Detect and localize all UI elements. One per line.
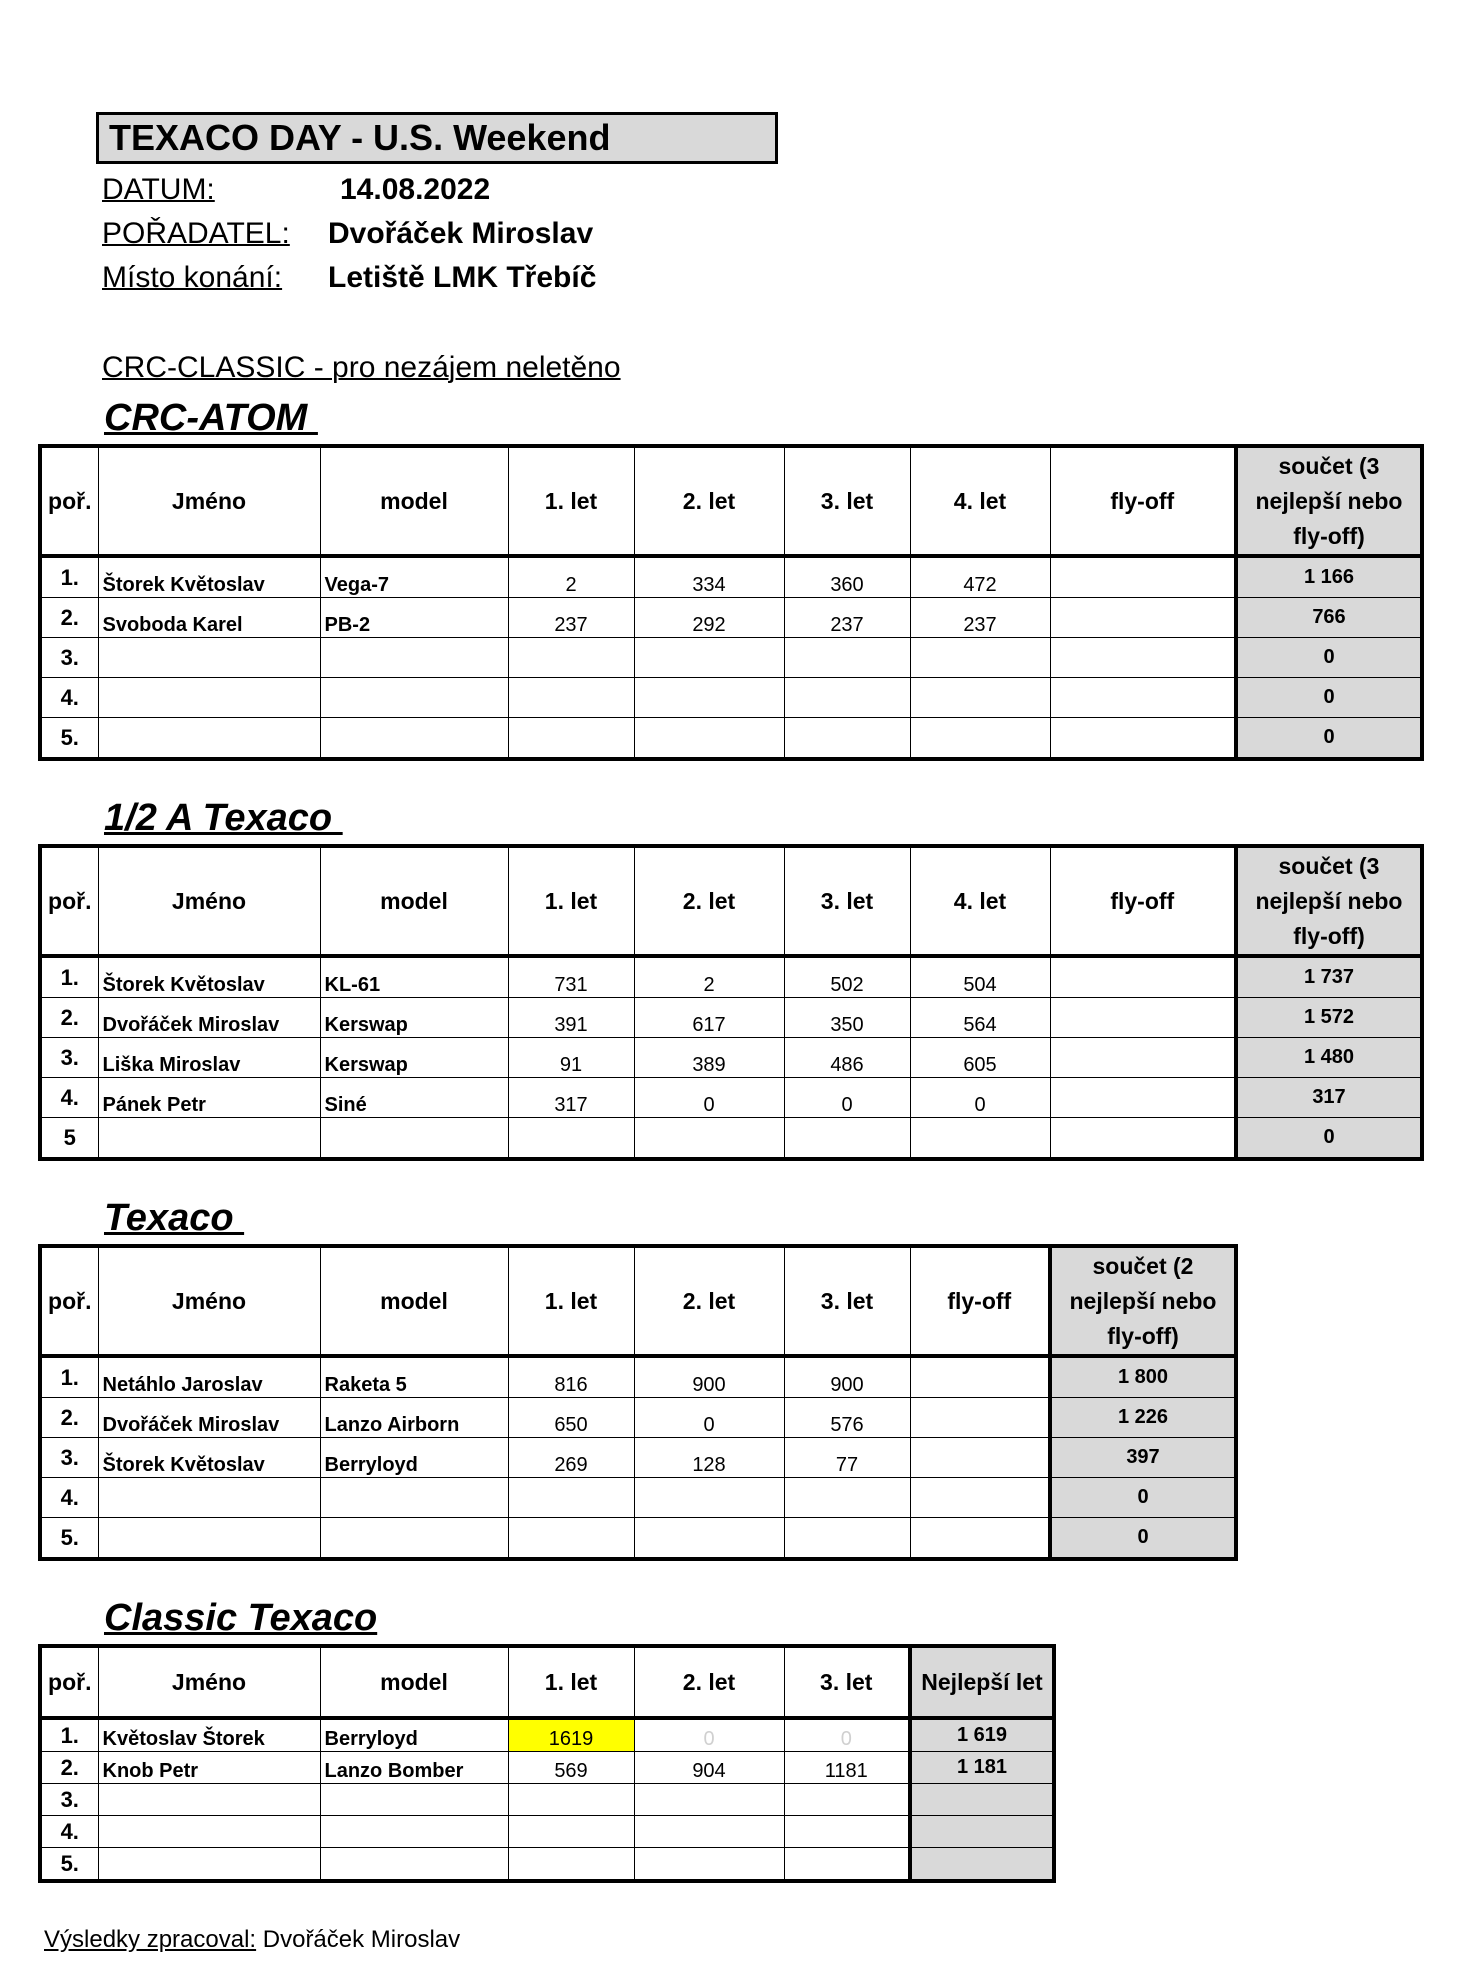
- flight-cell: 472: [910, 556, 1050, 598]
- total-cell: 0: [1236, 678, 1422, 718]
- model-cell: Lanzo Bomber: [320, 1752, 508, 1784]
- total-cell: 1 737: [1236, 956, 1422, 998]
- footer-label: Výsledky zpracoval:: [44, 1926, 257, 1953]
- total-cell: 1 619: [910, 1718, 1054, 1752]
- table-row: [40, 956, 1422, 998]
- rank-cell: 4.: [40, 1816, 98, 1848]
- flight-cell: [910, 718, 1050, 760]
- flight-cell: [634, 1518, 784, 1560]
- table-row: [40, 1816, 1054, 1848]
- col-total: součet (2 nejlepší nebo fly-off): [1050, 1246, 1236, 1356]
- total-cell: [910, 1784, 1054, 1816]
- table-row: [40, 1078, 1422, 1118]
- rank-cell: 5.: [40, 718, 98, 760]
- total-cell: 0: [1236, 718, 1422, 760]
- model-cell: KL-61: [320, 956, 508, 998]
- section-title-texaco: Texaco: [104, 1197, 245, 1239]
- col-flight-2: 2. let: [634, 846, 784, 956]
- rank-cell: 3.: [40, 1038, 98, 1078]
- table-row: [40, 1752, 1054, 1784]
- rank-cell: 1.: [40, 1718, 98, 1752]
- rank-cell: 3.: [40, 638, 98, 678]
- col-name: Jméno: [98, 846, 320, 956]
- section-title-crc-atom: CRC-ATOM: [104, 397, 318, 439]
- name-cell: [98, 718, 320, 760]
- rank-cell: 5: [40, 1118, 98, 1160]
- col-flight-2: 2. let: [634, 446, 784, 556]
- table-row: [40, 1518, 1236, 1560]
- name-cell: [98, 1816, 320, 1848]
- flight-cell: [634, 638, 784, 678]
- name-cell: [98, 1518, 320, 1560]
- flight-cell: [784, 1118, 910, 1160]
- col-flight-3: 3. let: [784, 846, 910, 956]
- rank-cell: 4.: [40, 1478, 98, 1518]
- name-cell: [98, 1478, 320, 1518]
- flight-cell: 504: [910, 956, 1050, 998]
- flight-cell: 650: [508, 1398, 634, 1438]
- name-cell: Netáhlo Jaroslav: [98, 1356, 320, 1398]
- name-cell: [98, 1118, 320, 1160]
- fly-off-cell: [1050, 598, 1236, 638]
- flight-cell: 0: [784, 1078, 910, 1118]
- col-rank: poř.: [40, 446, 98, 556]
- rank-cell: 4.: [40, 1078, 98, 1118]
- fly-off-cell: [1050, 556, 1236, 598]
- table-row: [40, 1478, 1236, 1518]
- table-row: [40, 718, 1422, 760]
- flight-cell: [910, 678, 1050, 718]
- col-total: součet (3 nejlepší nebo fly-off): [1236, 846, 1422, 956]
- date-row: [102, 170, 491, 210]
- total-cell: 1 480: [1236, 1038, 1422, 1078]
- table-row: [40, 1718, 1054, 1752]
- name-cell: Knob Petr: [98, 1752, 320, 1784]
- flight-cell: [508, 638, 634, 678]
- total-cell: [910, 1848, 1054, 1882]
- flight-cell: [784, 1816, 910, 1848]
- flight-cell: [508, 1816, 634, 1848]
- flight-cell: 1181: [784, 1752, 910, 1784]
- model-cell: Berryloyd: [320, 1718, 508, 1752]
- organizer-label: POŘADATEL:: [102, 217, 290, 250]
- name-cell: Dvořáček Miroslav: [98, 1398, 320, 1438]
- results-table-classic-texaco: [38, 1644, 1056, 1883]
- flight-cell: 617: [634, 998, 784, 1038]
- name-cell: Svoboda Karel: [98, 598, 320, 638]
- rank-cell: 5.: [40, 1848, 98, 1882]
- flight-cell: [508, 718, 634, 760]
- table-row: [40, 1438, 1236, 1478]
- model-cell: [320, 1118, 508, 1160]
- col-model: model: [320, 846, 508, 956]
- model-cell: PB-2: [320, 598, 508, 638]
- section-title-half-a-texaco: 1/2 A Texaco: [104, 797, 343, 839]
- total-cell: 0: [1236, 638, 1422, 678]
- flight-cell: 91: [508, 1038, 634, 1078]
- total-cell: 0: [1050, 1518, 1236, 1560]
- flight-cell: [784, 1848, 910, 1882]
- name-cell: Květoslav Štorek: [98, 1718, 320, 1752]
- flight-cell: [508, 1518, 634, 1560]
- flight-cell: 0: [634, 1078, 784, 1118]
- col-rank: poř.: [40, 1246, 98, 1356]
- results-table-crc-atom: [38, 444, 1424, 761]
- flight-cell: [634, 718, 784, 760]
- model-cell: Kerswap: [320, 1038, 508, 1078]
- col-flight-1: 1. let: [508, 446, 634, 556]
- flight-cell: 237: [910, 598, 1050, 638]
- footer-value: Dvořáček Miroslav: [256, 1926, 461, 1953]
- rank-cell: 2.: [40, 998, 98, 1038]
- col-name: Jméno: [98, 446, 320, 556]
- flight-cell: 816: [508, 1356, 634, 1398]
- fly-off-cell: [1050, 998, 1236, 1038]
- organizer-value: Dvořáček Miroslav: [328, 217, 594, 250]
- col-flight-2: 2. let: [634, 1246, 784, 1356]
- table-row: [40, 1398, 1236, 1438]
- table-row: [40, 1848, 1054, 1882]
- col-rank: poř.: [40, 1646, 98, 1718]
- flight-cell: 900: [634, 1356, 784, 1398]
- flight-cell: [634, 1816, 784, 1848]
- col-flight-3: 3. let: [784, 1246, 910, 1356]
- col-flight-1: 1. let: [508, 846, 634, 956]
- flight-cell: [634, 1848, 784, 1882]
- model-cell: [320, 1518, 508, 1560]
- fly-off-cell: [1050, 1038, 1236, 1078]
- table-header-row: [40, 1646, 1054, 1718]
- flight-cell: 389: [634, 1038, 784, 1078]
- flight-cell: 0: [634, 1718, 784, 1752]
- flight-cell: [784, 1518, 910, 1560]
- flight-cell: 569: [508, 1752, 634, 1784]
- table-row: [40, 598, 1422, 638]
- total-cell: [910, 1816, 1054, 1848]
- model-cell: Raketa 5: [320, 1356, 508, 1398]
- table-header-row: [40, 1246, 1236, 1356]
- flight-cell: 77: [784, 1438, 910, 1478]
- total-cell: 766: [1236, 598, 1422, 638]
- col-flight-1: 1. let: [508, 1646, 634, 1718]
- model-cell: Kerswap: [320, 998, 508, 1038]
- model-cell: Berryloyd: [320, 1438, 508, 1478]
- flight-cell: 502: [784, 956, 910, 998]
- date-value: 14.08.2022: [340, 173, 491, 206]
- col-total: součet (3 nejlepší nebo fly-off): [1236, 446, 1422, 556]
- table-row: [40, 1356, 1236, 1398]
- model-cell: Lanzo Airborn: [320, 1398, 508, 1438]
- col-flight-3: 3. let: [784, 1646, 910, 1718]
- flight-cell: 237: [784, 598, 910, 638]
- table-body: [40, 956, 1422, 1159]
- model-cell: Siné: [320, 1078, 508, 1118]
- col-fly-off: fly-off: [910, 1246, 1050, 1356]
- fly-off-cell: [910, 1478, 1050, 1518]
- flight-cell: 391: [508, 998, 634, 1038]
- table-row: [40, 1118, 1422, 1160]
- flight-cell: [784, 1478, 910, 1518]
- rank-cell: 2.: [40, 1752, 98, 1784]
- flight-cell: [784, 1784, 910, 1816]
- col-name: Jméno: [98, 1646, 320, 1718]
- flight-cell: [634, 1118, 784, 1160]
- page-title: TEXACO DAY - U.S. Weekend: [96, 112, 778, 164]
- flight-cell: 605: [910, 1038, 1050, 1078]
- fly-off-cell: [1050, 1078, 1236, 1118]
- flight-cell: 269: [508, 1438, 634, 1478]
- table-body: [40, 1356, 1236, 1559]
- name-cell: Dvořáček Miroslav: [98, 998, 320, 1038]
- flight-cell: [634, 678, 784, 718]
- model-cell: [320, 638, 508, 678]
- fly-off-cell: [910, 1398, 1050, 1438]
- flight-cell: [634, 1478, 784, 1518]
- footer: [44, 1925, 460, 1955]
- organizer-row: [102, 214, 594, 254]
- flight-cell: 576: [784, 1398, 910, 1438]
- rank-cell: 1.: [40, 956, 98, 998]
- rank-cell: 4.: [40, 678, 98, 718]
- col-model: model: [320, 1246, 508, 1356]
- table-row: [40, 556, 1422, 598]
- fly-off-cell: [1050, 1118, 1236, 1160]
- fly-off-cell: [1050, 638, 1236, 678]
- flight-cell: [508, 678, 634, 718]
- col-flight-3: 3. let: [784, 446, 910, 556]
- fly-off-cell: [1050, 956, 1236, 998]
- results-table-texaco: [38, 1244, 1238, 1561]
- col-model: model: [320, 446, 508, 556]
- fly-off-cell: [910, 1518, 1050, 1560]
- table-header-row: [40, 846, 1422, 956]
- model-cell: [320, 1478, 508, 1518]
- flight-cell: 0: [910, 1078, 1050, 1118]
- col-fly-off: fly-off: [1050, 446, 1236, 556]
- flight-cell: [634, 1784, 784, 1816]
- flight-cell: 128: [634, 1438, 784, 1478]
- total-cell: 1 800: [1050, 1356, 1236, 1398]
- section-title-classic-texaco: Classic Texaco: [104, 1597, 378, 1639]
- total-cell: 0: [1050, 1478, 1236, 1518]
- flight-cell: [508, 1784, 634, 1816]
- name-cell: Pánek Petr: [98, 1078, 320, 1118]
- table-row: [40, 638, 1422, 678]
- flight-cell: 237: [508, 598, 634, 638]
- name-cell: [98, 638, 320, 678]
- fly-off-cell: [1050, 678, 1236, 718]
- table-row: [40, 1038, 1422, 1078]
- table-body: [40, 1718, 1054, 1881]
- col-best-flight: Nejlepší let: [910, 1646, 1054, 1718]
- total-cell: 1 572: [1236, 998, 1422, 1038]
- name-cell: [98, 1848, 320, 1882]
- flight-cell: 334: [634, 556, 784, 598]
- rank-cell: 2.: [40, 1398, 98, 1438]
- flight-cell: [784, 638, 910, 678]
- flight-cell: 292: [634, 598, 784, 638]
- total-cell: 1 181: [910, 1752, 1054, 1784]
- total-cell: 0: [1236, 1118, 1422, 1160]
- place-value: Letiště LMK Třebíč: [328, 261, 597, 294]
- name-cell: [98, 678, 320, 718]
- results-table-half-a-texaco: [38, 844, 1424, 1161]
- fly-off-cell: [910, 1438, 1050, 1478]
- col-name: Jméno: [98, 1246, 320, 1356]
- flight-cell: 360: [784, 556, 910, 598]
- model-cell: [320, 678, 508, 718]
- flight-cell: [784, 678, 910, 718]
- flight-cell: [508, 1118, 634, 1160]
- rank-cell: 1.: [40, 1356, 98, 1398]
- col-flight-4: 4. let: [910, 846, 1050, 956]
- col-flight-4: 4. let: [910, 446, 1050, 556]
- table-body: [40, 556, 1422, 759]
- table-header-row: [40, 446, 1422, 556]
- flight-cell: 0: [784, 1718, 910, 1752]
- date-label: DATUM:: [102, 173, 215, 206]
- flight-cell: 486: [784, 1038, 910, 1078]
- place-row: [102, 258, 597, 298]
- total-cell: 1 166: [1236, 556, 1422, 598]
- place-label: Místo konání:: [102, 261, 283, 294]
- rank-cell: 3.: [40, 1438, 98, 1478]
- flight-cell: [784, 718, 910, 760]
- table-row: [40, 678, 1422, 718]
- rank-cell: 5.: [40, 1518, 98, 1560]
- model-cell: [320, 1784, 508, 1816]
- fly-off-cell: [910, 1356, 1050, 1398]
- col-rank: poř.: [40, 846, 98, 956]
- total-cell: 397: [1050, 1438, 1236, 1478]
- rank-cell: 2.: [40, 598, 98, 638]
- flight-cell: 904: [634, 1752, 784, 1784]
- name-cell: Štorek Květoslav: [98, 956, 320, 998]
- flight-cell: 350: [784, 998, 910, 1038]
- flight-cell: 2: [508, 556, 634, 598]
- name-cell: Štorek Květoslav: [98, 556, 320, 598]
- flight-cell: 731: [508, 956, 634, 998]
- name-cell: Štorek Květoslav: [98, 1438, 320, 1478]
- model-cell: [320, 1816, 508, 1848]
- model-cell: [320, 718, 508, 760]
- rank-cell: 1.: [40, 556, 98, 598]
- name-cell: Liška Miroslav: [98, 1038, 320, 1078]
- col-flight-1: 1. let: [508, 1246, 634, 1356]
- fly-off-cell: [1050, 718, 1236, 760]
- flight-cell: 2: [634, 956, 784, 998]
- flight-cell: 317: [508, 1078, 634, 1118]
- model-cell: [320, 1848, 508, 1882]
- col-flight-2: 2. let: [634, 1646, 784, 1718]
- crc-classic-note: CRC-CLASSIC - pro nezájem neletěno: [102, 351, 621, 384]
- flight-cell: [508, 1478, 634, 1518]
- table-row: [40, 1784, 1054, 1816]
- total-cell: 1 226: [1050, 1398, 1236, 1438]
- flight-cell: [508, 1848, 634, 1882]
- model-cell: Vega-7: [320, 556, 508, 598]
- flight-cell: [910, 1118, 1050, 1160]
- table-row: [40, 998, 1422, 1038]
- flight-cell: 564: [910, 998, 1050, 1038]
- name-cell: [98, 1784, 320, 1816]
- total-cell: 317: [1236, 1078, 1422, 1118]
- flight-cell: [910, 638, 1050, 678]
- col-fly-off: fly-off: [1050, 846, 1236, 956]
- flight-cell: 1619: [508, 1718, 634, 1752]
- flight-cell: 0: [634, 1398, 784, 1438]
- rank-cell: 3.: [40, 1784, 98, 1816]
- col-model: model: [320, 1646, 508, 1718]
- flight-cell: 900: [784, 1356, 910, 1398]
